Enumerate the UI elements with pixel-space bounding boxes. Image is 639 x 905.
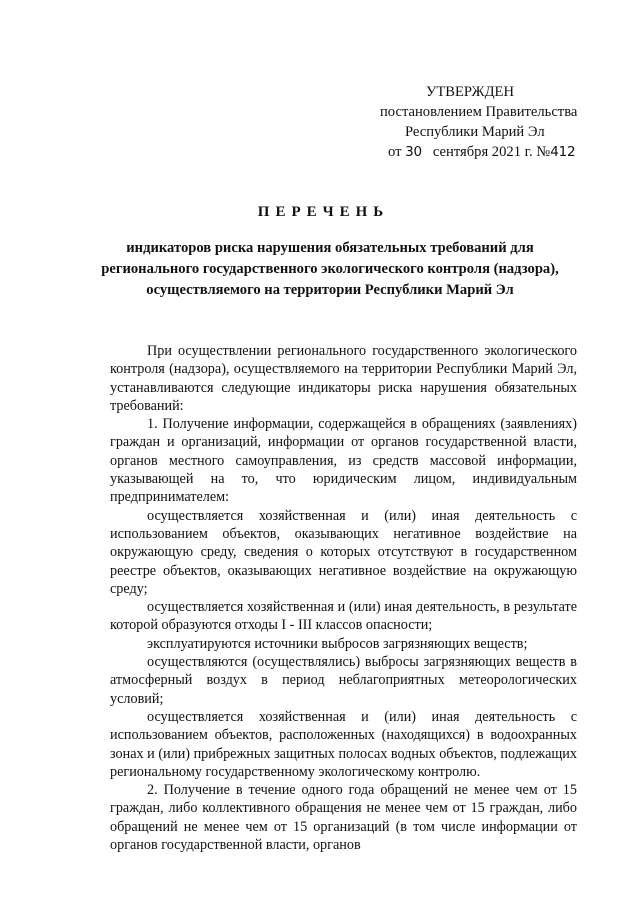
approval-heading: УТВЕРЖДЕН bbox=[426, 84, 514, 100]
document-body bbox=[110, 342, 577, 854]
approval-number-sign: № bbox=[536, 144, 551, 160]
paragraph-intro: При осуществлении регионального государственного экологического контроля (надзора), осуществляемого на территории Республики Марий Эл, устанавливаются следующие индикаторы риска нарушения обязательных требований: bbox=[110, 343, 577, 414]
paragraph-item-1: 1. Получение информации, содержащейся в обращениях (заявлениях) граждан и организаций, информации от органов государственной власти, органов местного самоуправления, из средств массовой информации, указывающей на то, что юридическим лицом, индивидуальным предпринимателем: bbox=[110, 416, 577, 506]
paragraph-item-1-sub-3: эксплуатируются источники выбросов загрязняющих веществ; bbox=[147, 635, 528, 652]
approval-date-line bbox=[364, 142, 604, 162]
document-subtitle: индикаторов риска нарушения обязательных требований для регионального государственного экологического контроля (надзора), осуществляемого на территории Республики Марий Эл bbox=[101, 240, 559, 298]
approval-block bbox=[364, 82, 604, 162]
approval-number: 412 bbox=[550, 144, 576, 160]
approval-date-prefix: от bbox=[388, 144, 402, 160]
paragraph-item-1-sub-5: осуществляется хозяйственная и (или) иная деятельность с использованием объектов, расположенных (находящихся) в водоохранных зонах и (или) прибрежных защитных полосах водных объектов, подлежащих региональному государственному экологическому контролю. bbox=[110, 708, 577, 780]
paragraph-item-1-sub-2: осуществляется хозяйственная и (или) иная деятельность, в результате которой образуются отходы I - III классов опасности; bbox=[110, 599, 577, 634]
paragraph-item-1-sub-1: осуществляется хозяйственная и (или) иная деятельность с использованием объектов, оказывающих негативное воздействие на окружающую среду, сведения о которых отсутствуют в государственном реестре объектов, оказывающих негативное воздействие на окружающую среду; bbox=[110, 507, 577, 597]
paragraph-item-1-sub-4: осуществляются (осуществлялись) выбросы загрязняющих веществ в атмосферный воздух в период неблагоприятных метеорологических условий; bbox=[110, 654, 577, 707]
document-title: ПЕРЕЧЕНЬ bbox=[257, 204, 390, 220]
approval-republic-line: Республики Марий Эл bbox=[405, 124, 545, 140]
approval-decree-line: постановлением Правительства bbox=[380, 104, 578, 120]
approval-month-year: сентября 2021 г. bbox=[432, 144, 533, 160]
approval-day: 30 bbox=[405, 144, 422, 160]
paragraph-item-2: 2. Получение в течение одного года обращений не менее чем от 15 граждан, либо коллективного обращения не менее чем от 15 граждан, либо обращений не менее чем от 15 организаций (в том числе информации от органов государственной власти, органов bbox=[110, 782, 577, 854]
